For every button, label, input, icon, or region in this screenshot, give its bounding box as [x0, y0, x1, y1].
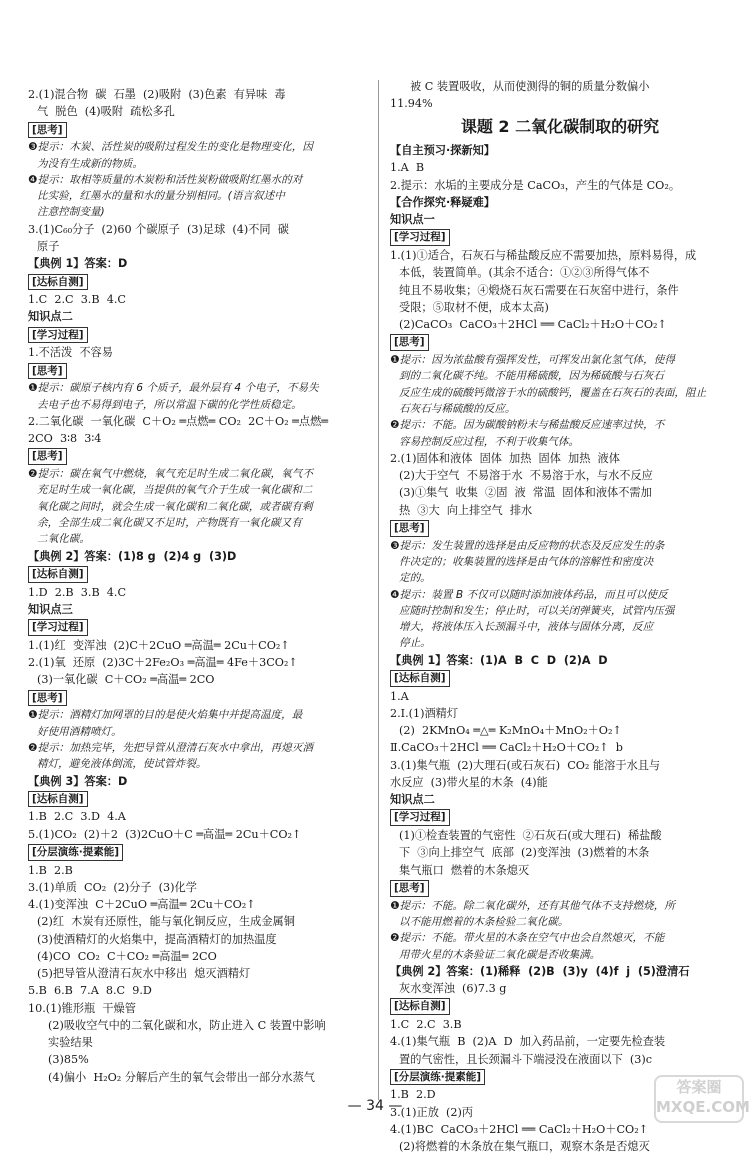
left-line: 1.C 2.C 3.B 4.C	[28, 293, 126, 307]
left-line: 精灯，避免液体倒流，使试管炸裂。	[37, 758, 207, 771]
right-line: 4.(1)集气瓶 B (2)A D 加入药品前，一定要先检查装	[390, 1035, 666, 1049]
right-line: 受限；⑤取材不便，成本太高)	[399, 300, 549, 314]
right-line: 用带火星的木条验证二氧化碳是否收集满。	[399, 948, 601, 961]
right-line: ❸提示：发生装置的选择是由反应物的状态及反应发生的条	[390, 539, 665, 552]
right-line: 增大，将液体压入长颈漏斗中，液体与固体分离，反应	[399, 621, 654, 634]
left-line: (3)使酒精灯的火焰集中，提高酒精灯的加热温度	[37, 932, 277, 946]
right-line: 集气瓶口 燃着的木条熄灭	[399, 863, 530, 877]
right-line: 停止。	[399, 637, 431, 650]
right-line: 知识点一	[390, 213, 435, 227]
right-line: 【典例 1】答案：(1)A B C D (2)A D	[390, 653, 608, 667]
left-line: 5.B 6.B 7.A 8.C 9.D	[28, 984, 152, 998]
left-line: 余，全部生成二氧化碳又不足时，产物既有一氧化碳又有	[37, 517, 302, 530]
right-line: 置的气密性，且长颈漏斗下端浸没在液面以下 (3)c	[399, 1052, 652, 1066]
right-line: ❶提示：不能。除二氧化碳外，还有其他气体不支持燃烧，所	[390, 899, 675, 912]
left-line: 3.(1)单质 CO₂ (2)分子 (3)化学	[28, 880, 197, 894]
right-line: 本低，装置简单。(其余不适合：①②③所得气体不	[399, 266, 650, 280]
left-line: 10.(1)锥形瓶 干燥管	[28, 1001, 136, 1015]
left-line: ❸提示：木炭、活性炭的吸附过程发生的变化是物理变化，因	[28, 141, 313, 154]
right-line: ❷提示：不能。带火星的木条在空气中也会自然熄灭，不能	[390, 932, 665, 945]
left-column	[28, 86, 380, 1086]
right-line: 件决定的；收集装置的选择是由气体的溶解性和密度决	[399, 555, 654, 568]
right-line: 热 ③大 向上排空气 排水	[399, 503, 533, 517]
left-line: 1.D 2.B 3.B 4.C	[28, 585, 127, 599]
left-line: 1.B 2.C 3.D 4.A	[28, 810, 126, 824]
right-line: 1.C 2.C 3.B	[390, 1018, 462, 1031]
right-line: 水反应 (3)带火星的木条 (4)能	[390, 775, 548, 789]
left-line: [学习过程]	[28, 327, 88, 344]
left-line: 2CO 3∶8 3∶4	[28, 432, 102, 446]
right-line: ❷提示：不能。因为碳酸钠粉末与稀盐酸反应速率过快，不	[390, 419, 665, 432]
right-line: ❶提示：因为浓盐酸有强挥发性，可挥发出氯化氢气体，使得	[390, 354, 675, 366]
right-line: [学习过程]	[390, 809, 450, 826]
right-line: (2)大于空气 不易溶于水 不易溶于水，与水不反应	[399, 469, 653, 483]
watermark-logo: 答案圈 MXQE.COM	[654, 1075, 744, 1123]
right-line: 2.Ⅰ.(1)酒精灯	[390, 706, 459, 720]
left-line: 2.二氧化碳 一氧化碳 C＋O₂ ═点燃═ CO₂ 2C＋O₂ ═点燃═	[28, 414, 329, 428]
left-line: (5)把导管从澄清石灰水中移出 熄灭酒精灯	[37, 967, 251, 981]
right-line: [思考]	[390, 880, 429, 897]
left-line: (2)红 木炭有还原性，能与氧化铜反应，生成金属铜	[37, 915, 295, 929]
right-line: 11.94%	[390, 97, 433, 111]
left-line: ❷提示：碳在氧气中燃烧，氧气充足时生成二氧化碳，氧气不	[28, 468, 313, 481]
left-line: (4)偏小 H₂O₂ 分解后产生的氧气会带出一部分水蒸气	[48, 1070, 315, 1084]
left-line: 去电子也不易得到电子，所以常温下碳的化学性质稳定。	[37, 398, 302, 411]
right-column	[390, 78, 730, 1155]
left-line: 2.(1)混合物 碳 石墨 (2)吸附 (3)色素 有异味 毒	[28, 88, 286, 101]
left-line: 为没有生成新的物质。	[37, 157, 143, 170]
right-line: 到的二氧化碳不纯。不能用稀硫酸，因为稀硫酸与石灰石	[399, 370, 664, 383]
left-line: 氧化碳之间时，就会生成一氧化碳和二氧化碳，或者碳有剩	[37, 500, 313, 513]
right-line: 4.(1)BC CaCO₃＋2HCl ══ CaCl₂＋H₂O＋CO₂↑	[390, 1122, 649, 1136]
left-line: 知识点二	[28, 310, 73, 324]
left-line: 原子	[37, 240, 60, 253]
page-number: — 34 —	[347, 1098, 403, 1114]
right-line: 定的。	[399, 572, 431, 585]
right-line: (2)将燃着的木条放在集气瓶口，观察木条是否熄灭	[399, 1140, 650, 1154]
left-line: [思考]	[28, 363, 67, 380]
left-line: (3)85%	[48, 1053, 89, 1067]
left-line: [思考]	[28, 690, 67, 707]
right-line: 以不能用燃着的木条检验二氧化碳。	[399, 915, 569, 928]
right-line: 课题 2 二氧化碳制取的研究	[460, 116, 660, 136]
left-line: [学习过程]	[28, 619, 88, 636]
left-line: [分层演练·提素能]	[28, 844, 123, 861]
right-line: 被 C 装置吸收，从而使测得的铜的质量分数偏小	[410, 80, 650, 93]
right-line: 1.B 2.D	[390, 1088, 436, 1102]
left-line: 比实验，红墨水的量和水的量分别相同。(语言叙述中	[37, 190, 285, 203]
right-line: (2)CaCO₃ CaCO₃＋2HCl ══ CaCl₂＋H₂O＋CO₂↑	[399, 318, 667, 332]
left-line: [达标自测]	[28, 566, 88, 583]
right-line: 【自主预习·探新知】	[390, 144, 495, 158]
left-line: (2)吸收空气中的二氧化碳和水，防止进入 C 装置中影响	[48, 1018, 326, 1032]
right-line: (3)①集气 收集 ②固 液 常温 固体和液体不需加	[399, 486, 652, 500]
right-line: (2) 2KMnO₄ ═△═ K₂MnO₄＋MnO₂＋O₂↑	[399, 724, 622, 738]
left-line: [达标自测]	[28, 274, 88, 291]
left-line: [思考]	[28, 448, 67, 465]
right-line: 1.A	[390, 689, 409, 703]
left-line: ❷提示：加热完毕，先把导管从澄清石灰水中拿出，再熄灭酒	[28, 741, 313, 754]
right-line: 2.(1)固体和液体 固体 加热 固体 加热 液体	[390, 451, 620, 465]
left-line: (3)一氧化碳 C＋CO₂ ═高温═ 2CO	[37, 673, 215, 687]
right-line: 应随时控制和发生；停止时，可以关闭弹簧夹，试管内压强	[399, 604, 675, 617]
left-line: 实验结果	[48, 1036, 93, 1050]
right-line: 下 ③向上排空气 底部 (2)变浑浊 (3)燃着的木条	[399, 846, 650, 860]
left-line: 【典例 3】答案：D	[28, 774, 128, 788]
left-line: [达标自测]	[28, 791, 88, 808]
right-line: [思考]	[390, 334, 429, 351]
right-line: [达标自测]	[390, 998, 450, 1015]
right-line: [思考]	[390, 520, 429, 537]
left-line: ❶提示：碳原子核内有 6 个质子，最外层有 4 个电子，不易失	[28, 382, 319, 395]
right-line: 【合作探究·释疑难】	[390, 195, 495, 209]
left-line: 5.(1)CO₂ (2)＋2 (3)2CuO＋C ═高温═ 2Cu＋CO₂↑	[28, 827, 302, 841]
left-line: 3.(1)C₆₀分子 (2)60 个碳原子 (3)足球 (4)不同 碳	[28, 222, 289, 236]
right-line: [分层演练·提素能]	[390, 1069, 485, 1086]
left-line: ❶提示：酒精灯加网罩的目的是使火焰集中并提高温度，最	[28, 709, 303, 722]
right-line: [学习过程]	[390, 229, 450, 246]
left-line: 好使用酒精喷灯。	[37, 725, 122, 738]
right-line: 纯且不易收集；④煅烧石灰石需要在石灰窑中进行，条件	[399, 283, 679, 297]
right-line: 反应生成的硫酸钙微溶于水的硫酸钙，覆盖在石灰石的表面，阻止	[399, 386, 707, 399]
left-line: 【典例 2】答案：(1)8 g (2)4 g (3)D	[28, 549, 237, 563]
right-line: 1.A B	[390, 161, 425, 175]
left-line: 二氧化碳。	[37, 533, 90, 546]
right-line: (1)①检查装置的气密性 ②石灰石(或大理石) 稀盐酸	[399, 829, 662, 843]
left-line: 4.(1)变浑浊 C＋2CuO ═高温═ 2Cu＋CO₂↑	[28, 898, 256, 912]
right-line: ❹提示：装置 B 不仅可以随时添加液体药品，而且可以使反	[390, 588, 668, 601]
left-line: 1.不活泼 不容易	[28, 346, 113, 360]
left-line: 2.(1)氧 还原 (2)3C＋2Fe₂O₃ ═高温═ 4Fe＋3CO₂↑	[28, 656, 298, 670]
left-line: 【典例 1】答案：D	[28, 257, 128, 271]
right-line: 石灰石与稀硫酸的反应。	[399, 402, 516, 415]
right-line: 灰水变浑浊 (6)7.3 g	[399, 982, 507, 996]
left-line: 注意控制变量)	[37, 206, 105, 219]
left-line: 气 脱色 (4)吸附 疏松多孔	[37, 105, 175, 119]
right-line: 【典例 2】答案：(1)稀释 (2)B (3)y (4)f j (5)澄清石	[390, 964, 690, 978]
right-line: 知识点二	[390, 793, 435, 807]
right-line: [达标自测]	[390, 670, 450, 687]
right-line: Ⅱ.CaCO₃＋2HCl ══ CaCl₂＋H₂O＋CO₂↑ b	[390, 741, 623, 755]
right-line: 容易控制反应过程，不利于收集气体。	[399, 435, 580, 448]
left-line: 1.B 2.B	[28, 863, 73, 877]
left-line: 充足时生成一氧化碳，当提供的氧气介于生成一氧化碳和二	[37, 484, 313, 497]
right-line: 2.提示：水垢的主要成分是 CaCO₃，产生的气体是 CO₂。	[390, 178, 681, 192]
left-line: ❹提示：取相等质量的木炭粉和活性炭粉做吸附红墨水的对	[28, 173, 303, 186]
left-line: 知识点三	[28, 602, 73, 616]
right-line: 3.(1)正放 (2)丙	[390, 1105, 474, 1119]
right-line: 1.(1)①适合，石灰石与稀盐酸反应不需要加热，原料易得，成	[390, 249, 697, 263]
left-line: [思考]	[28, 122, 67, 139]
left-line: 1.(1)红 变浑浊 (2)C＋2CuO ═高温═ 2Cu＋CO₂↑	[28, 638, 290, 652]
right-line: 3.(1)集气瓶 (2)大理石(或石灰石) CO₂ 能溶于水且与	[390, 758, 661, 772]
left-line: (4)CO CO₂ C＋CO₂ ═高温═ 2CO	[37, 949, 217, 963]
